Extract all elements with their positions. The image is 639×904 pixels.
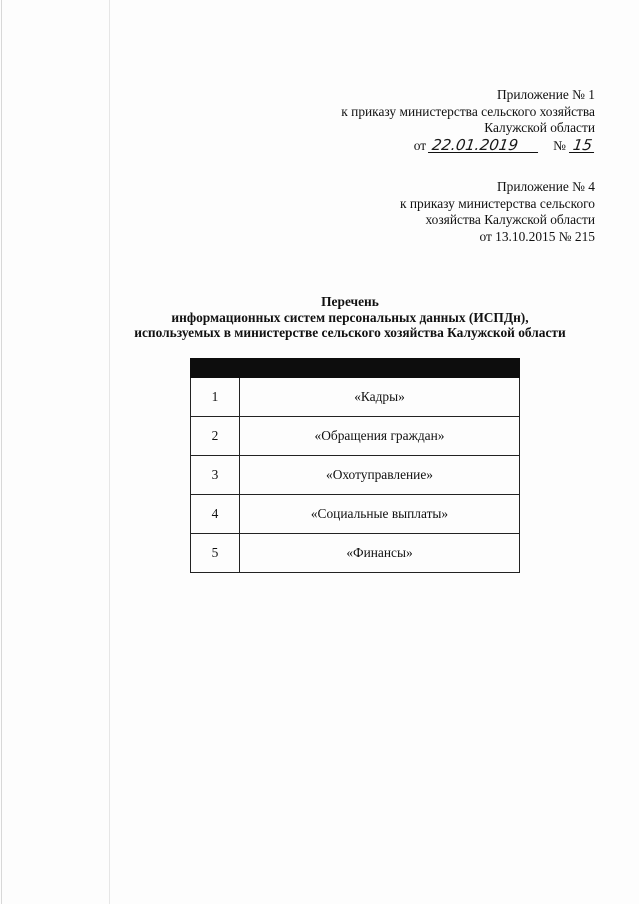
table-header-row [191, 359, 520, 378]
table-header-cell [240, 359, 520, 378]
system-name: «Обращения граждан» [240, 417, 520, 456]
scan-edge-left [1, 0, 2, 904]
table-row [191, 534, 520, 573]
heading-line3: используемых в министерстве сельского хозяйства Калужской области [134, 325, 566, 341]
row-number: 4 [191, 495, 240, 534]
appendix-4-line3: от 13.10.2015 № 215 [479, 228, 595, 244]
table-row [191, 417, 520, 456]
system-name: «Охотуправление» [240, 456, 520, 495]
handwritten-date: 22.01.2019 [428, 138, 540, 153]
appendix-4-line1: к приказу министерства сельского [400, 195, 595, 211]
system-name: «Социальные выплаты» [240, 495, 520, 534]
appendix-4-block [400, 179, 595, 245]
scan-fold-line [109, 0, 110, 904]
handwritten-number: 15 [569, 138, 596, 153]
system-name: «Кадры» [240, 378, 520, 417]
table-header-cell [191, 359, 240, 378]
document-heading [100, 294, 600, 341]
table-row [191, 456, 520, 495]
appendix-4-title: Приложение № 4 [496, 179, 595, 194]
table-row [191, 495, 520, 534]
appendix-4-line2: хозяйства Калужской области [425, 212, 595, 228]
number-sign: № [553, 137, 566, 153]
appendix-1-title: Приложение № 1 [496, 87, 595, 102]
table-row [191, 378, 520, 417]
appendix-1-line1: к приказу министерства сельского хозяйства [341, 103, 595, 119]
row-number: 3 [191, 456, 240, 495]
heading-line2: информационных систем персональных данных (ИСПДн), [171, 309, 529, 325]
date-prefix: от [413, 137, 427, 153]
row-number: 2 [191, 417, 240, 456]
row-number: 1 [191, 378, 240, 417]
appendix-1-line2: Калужской области [484, 120, 595, 136]
row-number: 5 [191, 534, 240, 573]
system-name: «Финансы» [240, 534, 520, 573]
appendix-1-block [341, 87, 595, 154]
systems-table [190, 358, 520, 573]
heading-line1: Перечень [321, 294, 379, 309]
appendix-1-date-line [341, 135, 595, 155]
